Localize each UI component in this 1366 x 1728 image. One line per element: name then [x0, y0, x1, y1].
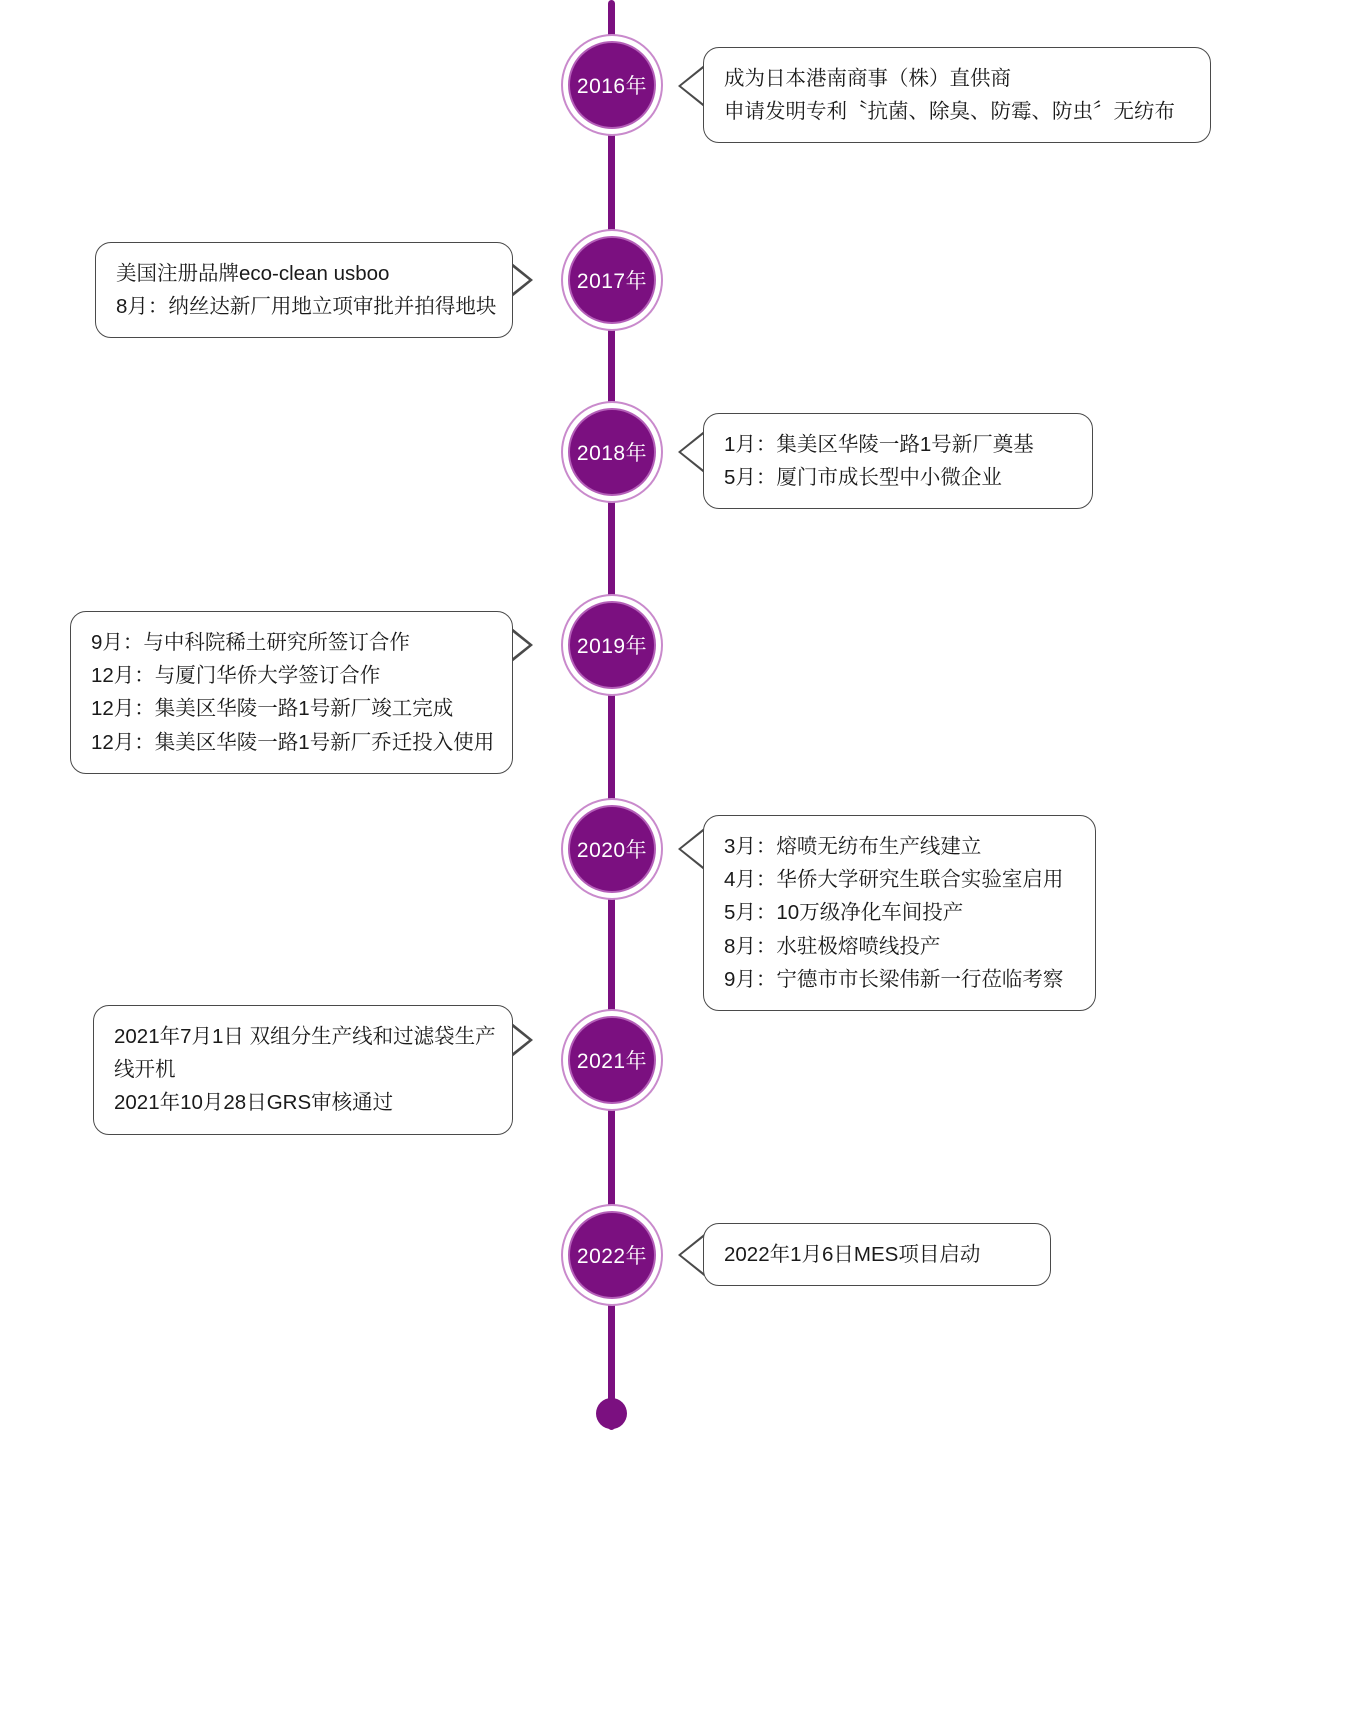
- callout-2016: [703, 47, 1211, 143]
- callout-line: 2021年10月28日GRS审核通过: [114, 1091, 394, 1115]
- callout-line: 5月：10万级净化车间投产: [724, 901, 964, 925]
- callout-tail-notch-2016: [681, 67, 705, 105]
- callout-2020: [703, 815, 1096, 1011]
- callout-line: 12月：集美区华陵一路1号新厂竣工完成: [91, 697, 454, 721]
- callout-line: 线开机: [114, 1058, 176, 1082]
- callout-line: 12月：与厦门华侨大学签订合作: [91, 664, 381, 688]
- callout-tail-notch-2022: [681, 1236, 705, 1274]
- callout-line: 美国注册品牌eco-clean usboo: [116, 262, 390, 285]
- year-label: 2020年: [576, 839, 648, 862]
- timeline-node-2020[interactable]: [568, 805, 656, 893]
- callout-line: 8月：水驻极熔喷线投产: [724, 934, 941, 958]
- callout-line: 9月：与中科院稀土研究所签订合作: [91, 631, 410, 654]
- timeline-node-2022[interactable]: [568, 1211, 656, 1299]
- year-label: 2017年: [576, 270, 648, 293]
- year-label: 2019年: [576, 635, 648, 658]
- timeline-node-2017[interactable]: [568, 236, 656, 324]
- callout-line: 成为日本港南商事（株）直供商: [724, 67, 1011, 90]
- callout-tail-notch-2018: [681, 433, 705, 471]
- year-label: 2021年: [576, 1050, 648, 1073]
- year-label: 2018年: [576, 442, 648, 465]
- callout-line: 4月：华侨大学研究生联合实验室启用: [724, 868, 1064, 892]
- timeline-node-2021[interactable]: [568, 1016, 656, 1104]
- callout-line: 12月：集美区华陵一路1号新厂乔迁投入使用: [91, 730, 495, 754]
- timeline-node-2019[interactable]: [568, 601, 656, 689]
- callout-line: 9月：宁德市市长梁伟新一行莅临考察: [724, 967, 1064, 991]
- year-label: 2022年: [576, 1245, 648, 1268]
- callout-2019: [70, 611, 513, 774]
- callout-2018: [703, 413, 1093, 509]
- callout-2022: [703, 1223, 1051, 1286]
- callout-2017: [95, 242, 513, 338]
- timeline-node-2018[interactable]: [568, 408, 656, 496]
- year-label: 2016年: [576, 75, 648, 98]
- callout-line: 1月：集美区华陵一路1号新厂奠基: [724, 433, 1034, 456]
- callout-line: 2021年7月1日 双组分生产线和过滤袋生产: [114, 1025, 496, 1048]
- callout-tail-notch-2020: [681, 830, 705, 868]
- timeline-end-dot: [596, 1398, 627, 1429]
- callout-2021: [93, 1005, 513, 1135]
- callout-line: 5月：厦门市成长型中小微企业: [724, 466, 1002, 490]
- callout-line: 8月：纳丝达新厂用地立项审批并拍得地块: [116, 295, 497, 319]
- callout-line: 2022年1月6日MES项目启动: [724, 1243, 981, 1266]
- callout-line: 3月：熔喷无纺布生产线建立: [724, 835, 982, 858]
- callout-line: 申请发明专利〝抗菌、除臭、防霉、防虫〞无纺布: [724, 100, 1175, 124]
- timeline-node-2016[interactable]: [568, 41, 656, 129]
